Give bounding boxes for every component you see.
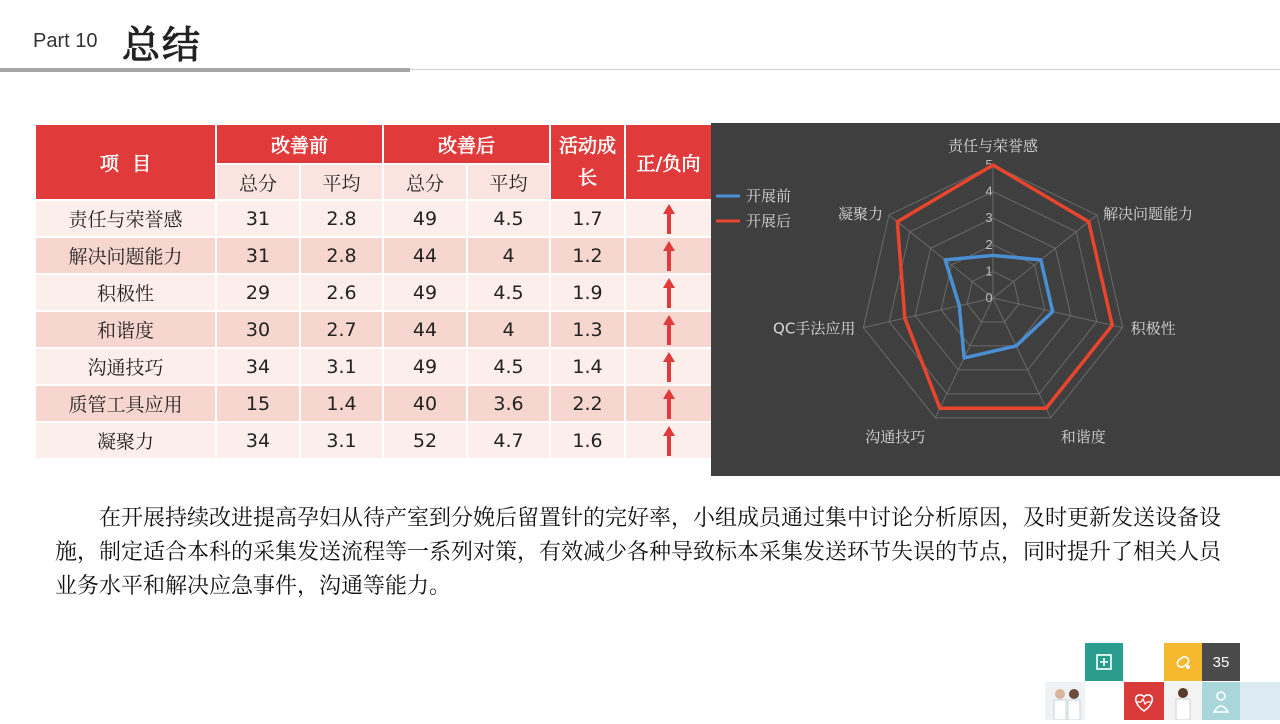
axis-label: 解决问题能力: [1102, 205, 1193, 224]
axis-label: QC手法应用: [773, 319, 856, 338]
row-direction: [625, 385, 712, 422]
nurse-photo: [1164, 682, 1202, 720]
up-arrow-icon: [662, 425, 676, 457]
row-before-total: 31: [216, 237, 300, 274]
part-label: Part 10: [33, 30, 98, 52]
medical-icon-tile: [1202, 682, 1240, 720]
legend-label: 开展后: [746, 212, 792, 230]
header-growth: 活动成长: [550, 124, 625, 200]
up-arrow-icon: [662, 388, 676, 420]
row-direction: [625, 274, 712, 311]
axis-label: 责任与荣誉感: [947, 137, 1039, 155]
row-after-total: 49: [383, 274, 467, 311]
header-divider-dark: [0, 68, 410, 72]
row-growth: 2.2: [550, 385, 625, 422]
heart-icon-tile: [1124, 682, 1164, 720]
row-before-avg: 2.8: [300, 200, 383, 237]
header-divider-light: [410, 69, 1280, 70]
table-row: [35, 348, 712, 385]
hospital-icon: [1085, 643, 1123, 681]
table-row: [35, 274, 712, 311]
row-item-name: 解决问题能力: [35, 237, 216, 274]
row-after-avg: 4.5: [467, 274, 550, 311]
axis-label: 沟通技巧: [865, 427, 926, 446]
table-row: [35, 237, 712, 274]
row-after-avg: 4: [467, 311, 550, 348]
tick-label: 2: [985, 236, 993, 252]
row-before-total: 29: [216, 274, 300, 311]
header-item: 项 目: [35, 124, 216, 200]
doctor-photo: [1045, 682, 1085, 720]
row-before-total: 31: [216, 200, 300, 237]
legend-label: 开展前: [746, 187, 792, 205]
up-arrow-icon: [662, 240, 676, 272]
row-item-name: 凝聚力: [35, 422, 216, 459]
row-direction: [625, 422, 712, 459]
tick-label: 4: [985, 183, 993, 199]
header-after: 改善后: [383, 124, 550, 164]
row-item-name: 质管工具应用: [35, 385, 216, 422]
row-before-total: 34: [216, 422, 300, 459]
row-after-total: 52: [383, 422, 467, 459]
row-after-avg: 4.5: [467, 348, 550, 385]
row-before-avg: 2.7: [300, 311, 383, 348]
table-row: [35, 311, 712, 348]
row-item-name: 责任与荣誉感: [35, 200, 216, 237]
header-direction: 正/负向: [625, 124, 712, 200]
row-after-total: 44: [383, 237, 467, 274]
doctor-figure-icon: [1045, 682, 1085, 720]
tick-label: 1: [985, 263, 993, 279]
tick-label: 0: [985, 290, 993, 305]
radar-chart: [711, 123, 1280, 476]
tick-label: 5: [985, 157, 993, 172]
table-row: [35, 422, 712, 459]
row-growth: 1.3: [550, 311, 625, 348]
axis-label: 积极性: [1130, 319, 1176, 338]
row-before-avg: 1.4: [300, 385, 383, 422]
header-before-total: 总分: [216, 164, 300, 200]
up-arrow-icon: [662, 277, 676, 309]
row-growth: 1.7: [550, 200, 625, 237]
series-line: [945, 255, 1052, 357]
row-after-avg: 3.6: [467, 385, 550, 422]
pill-icon-tile: [1164, 643, 1202, 681]
page-title: 总结: [122, 23, 203, 67]
medical-staff-icon: [1202, 682, 1240, 720]
axis-label: 和谐度: [1060, 427, 1106, 446]
page-number: 35: [1202, 643, 1240, 681]
heart-icon: [1124, 682, 1164, 720]
row-after-total: 49: [383, 348, 467, 385]
summary-paragraph: 在开展持续改进提高孕妇从待产室到分娩后留置针的完好率，小组成员通过集中讨论分析原因，及时更新发送设备设施，制定适合本科的采集发送流程等一系列对策，有效减少各种导致标本采集发送环节失误的节点，同时提升了相关人员业务水平和解决应急事件，沟通等能力。: [55, 506, 1222, 599]
row-before-avg: 2.6: [300, 274, 383, 311]
table-row: [35, 200, 712, 237]
row-after-total: 40: [383, 385, 467, 422]
hospital-icon-tile: [1085, 643, 1123, 681]
row-before-total: 15: [216, 385, 300, 422]
row-after-avg: 4.5: [467, 200, 550, 237]
row-before-avg: 3.1: [300, 422, 383, 459]
row-before-avg: 2.8: [300, 237, 383, 274]
row-growth: 1.6: [550, 422, 625, 459]
header-after-avg: 平均: [467, 164, 550, 200]
radar-chart-svg: [711, 123, 1280, 476]
row-growth: 1.4: [550, 348, 625, 385]
comparison-table: [34, 123, 713, 460]
row-direction: [625, 200, 712, 237]
light-blue-tile: [1240, 682, 1280, 720]
header-before: 改善前: [216, 124, 383, 164]
row-direction: [625, 348, 712, 385]
header-before-avg: 平均: [300, 164, 383, 200]
grid-spoke: [993, 298, 1051, 418]
row-growth: 1.9: [550, 274, 625, 311]
row-after-total: 44: [383, 311, 467, 348]
row-after-avg: 4.7: [467, 422, 550, 459]
up-arrow-icon: [662, 314, 676, 346]
row-before-total: 34: [216, 348, 300, 385]
row-item-name: 和谐度: [35, 311, 216, 348]
pill-icon: [1164, 643, 1202, 681]
axis-label: 凝聚力: [838, 205, 884, 224]
row-item-name: 沟通技巧: [35, 348, 216, 385]
row-growth: 1.2: [550, 237, 625, 274]
tick-label: 3: [985, 210, 993, 226]
up-arrow-icon: [662, 203, 676, 235]
header-after-total: 总分: [383, 164, 467, 200]
row-item-name: 积极性: [35, 274, 216, 311]
row-direction: [625, 237, 712, 274]
row-before-total: 30: [216, 311, 300, 348]
nurse-figure-icon: [1164, 682, 1202, 720]
row-after-total: 49: [383, 200, 467, 237]
up-arrow-icon: [662, 351, 676, 383]
row-direction: [625, 311, 712, 348]
table-row: [35, 385, 712, 422]
row-before-avg: 3.1: [300, 348, 383, 385]
row-after-avg: 4: [467, 237, 550, 274]
